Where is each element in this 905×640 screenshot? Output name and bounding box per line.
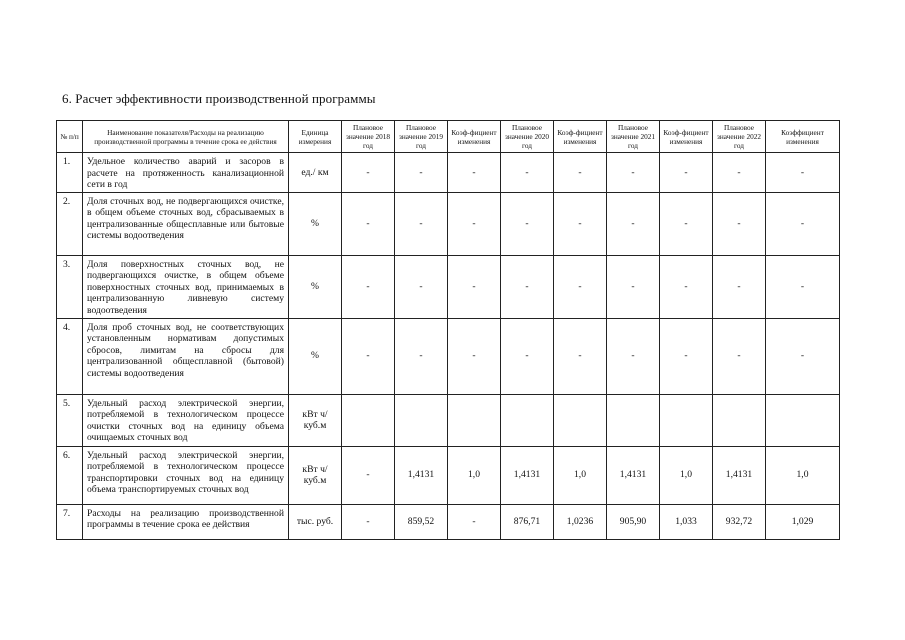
value-cell: 1,4131 xyxy=(607,446,660,504)
value-cell: - xyxy=(660,318,713,394)
header-row xyxy=(57,121,840,153)
value-cell: 932,72 xyxy=(713,504,766,539)
indicator-name: Доля поверхностных сточных вод, не подвергающихся очистке, в общем объеме поверхностных сточных вод, принимаемых в централизованную ливневую систему водоотведения xyxy=(83,255,289,318)
value-cell: - xyxy=(660,192,713,255)
value-cell xyxy=(660,394,713,446)
value-cell xyxy=(607,394,660,446)
row-number: 6. xyxy=(57,446,83,504)
value-cell: - xyxy=(342,153,395,193)
value-cell: - xyxy=(607,255,660,318)
header-cell: Единица измерения xyxy=(289,121,342,153)
table-row xyxy=(57,394,840,446)
row-number: 5. xyxy=(57,394,83,446)
value-cell: 905,90 xyxy=(607,504,660,539)
table-row xyxy=(57,446,840,504)
header-cell: Коэф-фициент изменения xyxy=(554,121,607,153)
value-cell: 1,0 xyxy=(554,446,607,504)
value-cell xyxy=(766,394,840,446)
value-cell: - xyxy=(342,192,395,255)
value-cell: - xyxy=(713,255,766,318)
value-cell xyxy=(342,394,395,446)
header-cell: Плановое значение 2019 год xyxy=(395,121,448,153)
value-cell: 1,029 xyxy=(766,504,840,539)
unit-cell: кВт ч/куб.м xyxy=(289,446,342,504)
value-cell: - xyxy=(554,318,607,394)
unit-cell: % xyxy=(289,255,342,318)
value-cell: - xyxy=(766,153,840,193)
value-cell: - xyxy=(554,153,607,193)
row-number: 7. xyxy=(57,504,83,539)
value-cell: - xyxy=(607,153,660,193)
value-cell: - xyxy=(342,504,395,539)
header-cell: Плановое значение 2018 год xyxy=(342,121,395,153)
value-cell: - xyxy=(342,318,395,394)
value-cell: 1,0 xyxy=(448,446,501,504)
value-cell: - xyxy=(554,192,607,255)
section-title: 6. Расчет эффективности производственной программы xyxy=(62,91,376,106)
value-cell: - xyxy=(501,255,554,318)
table-row xyxy=(57,318,840,394)
value-cell: 876,71 xyxy=(501,504,554,539)
value-cell: - xyxy=(395,192,448,255)
value-cell: - xyxy=(766,192,840,255)
value-cell: 1,0 xyxy=(660,446,713,504)
value-cell: - xyxy=(395,153,448,193)
indicator-name: Удельный расход электрической энергии, потребляемой в технологическом процессе очистки сточных вод на единицу объема очищаемых сточных вод xyxy=(83,394,289,446)
value-cell: - xyxy=(607,318,660,394)
value-cell: - xyxy=(448,318,501,394)
value-cell: - xyxy=(395,255,448,318)
header-cell: Коэф-фициент изменения xyxy=(660,121,713,153)
row-number: 3. xyxy=(57,255,83,318)
value-cell: - xyxy=(713,318,766,394)
header-cell: Плановое значение 2021 год xyxy=(607,121,660,153)
value-cell: - xyxy=(448,192,501,255)
value-cell: - xyxy=(660,153,713,193)
row-number: 1. xyxy=(57,153,83,193)
indicator-name: Удельный расход электрической энергии, потребляемой в технологическом процессе транспортировки сточных вод на единицу объема транспортируемых сточных вод xyxy=(83,446,289,504)
unit-cell: % xyxy=(289,318,342,394)
value-cell: 1,0 xyxy=(766,446,840,504)
value-cell: - xyxy=(713,153,766,193)
value-cell: - xyxy=(395,318,448,394)
unit-cell: кВт ч/куб.м xyxy=(289,394,342,446)
row-number: 2. xyxy=(57,192,83,255)
value-cell xyxy=(395,394,448,446)
value-cell: 1,033 xyxy=(660,504,713,539)
indicator-name: Доля сточных вод, не подвергающихся очистке, в общем объеме сточных вод, сбрасываемых в централизованные общесплавные или бытовые системы водоотведения xyxy=(83,192,289,255)
value-cell: 1,0236 xyxy=(554,504,607,539)
value-cell: 859,52 xyxy=(395,504,448,539)
unit-cell: ед./ км xyxy=(289,153,342,193)
table-row xyxy=(57,192,840,255)
header-cell: Плановое значение 2022 год xyxy=(713,121,766,153)
value-cell: - xyxy=(501,153,554,193)
value-cell: 1,4131 xyxy=(395,446,448,504)
value-cell: - xyxy=(448,504,501,539)
value-cell xyxy=(501,394,554,446)
value-cell: - xyxy=(554,255,607,318)
value-cell xyxy=(554,394,607,446)
value-cell: - xyxy=(501,192,554,255)
value-cell: - xyxy=(448,255,501,318)
header-cell: № п/п xyxy=(57,121,83,153)
table-row xyxy=(57,504,840,539)
value-cell xyxy=(448,394,501,446)
value-cell: - xyxy=(607,192,660,255)
value-cell: - xyxy=(713,192,766,255)
value-cell: - xyxy=(766,255,840,318)
unit-cell: тыс. руб. xyxy=(289,504,342,539)
value-cell: - xyxy=(342,446,395,504)
header-cell: Коэф-фициент изменения xyxy=(448,121,501,153)
indicator-name: Удельное количество аварий и засоров в расчете на протяженность канализационной сети в год xyxy=(83,153,289,193)
header-cell: Наименование показателя/Расходы на реализацию производственной программы в течение срока ее действия xyxy=(83,121,289,153)
value-cell: 1,4131 xyxy=(501,446,554,504)
indicator-name: Расходы на реализацию производственной программы в течение срока ее действия xyxy=(83,504,289,539)
value-cell: - xyxy=(660,255,713,318)
indicator-name: Доля проб сточных вод, не соответствующих установленным нормативам допустимых сбросов, лимитам на сбросы для централизованной общесплавной (бытовой) системы водоотведения xyxy=(83,318,289,394)
value-cell: - xyxy=(342,255,395,318)
table-row xyxy=(57,153,840,193)
table-row xyxy=(57,255,840,318)
value-cell: - xyxy=(448,153,501,193)
row-number: 4. xyxy=(57,318,83,394)
unit-cell: % xyxy=(289,192,342,255)
value-cell: - xyxy=(501,318,554,394)
header-cell: Коэффициент изменения xyxy=(766,121,840,153)
header-cell: Плановое значение 2020 год xyxy=(501,121,554,153)
value-cell: 1,4131 xyxy=(713,446,766,504)
efficiency-table xyxy=(56,120,840,540)
value-cell: - xyxy=(766,318,840,394)
value-cell xyxy=(713,394,766,446)
